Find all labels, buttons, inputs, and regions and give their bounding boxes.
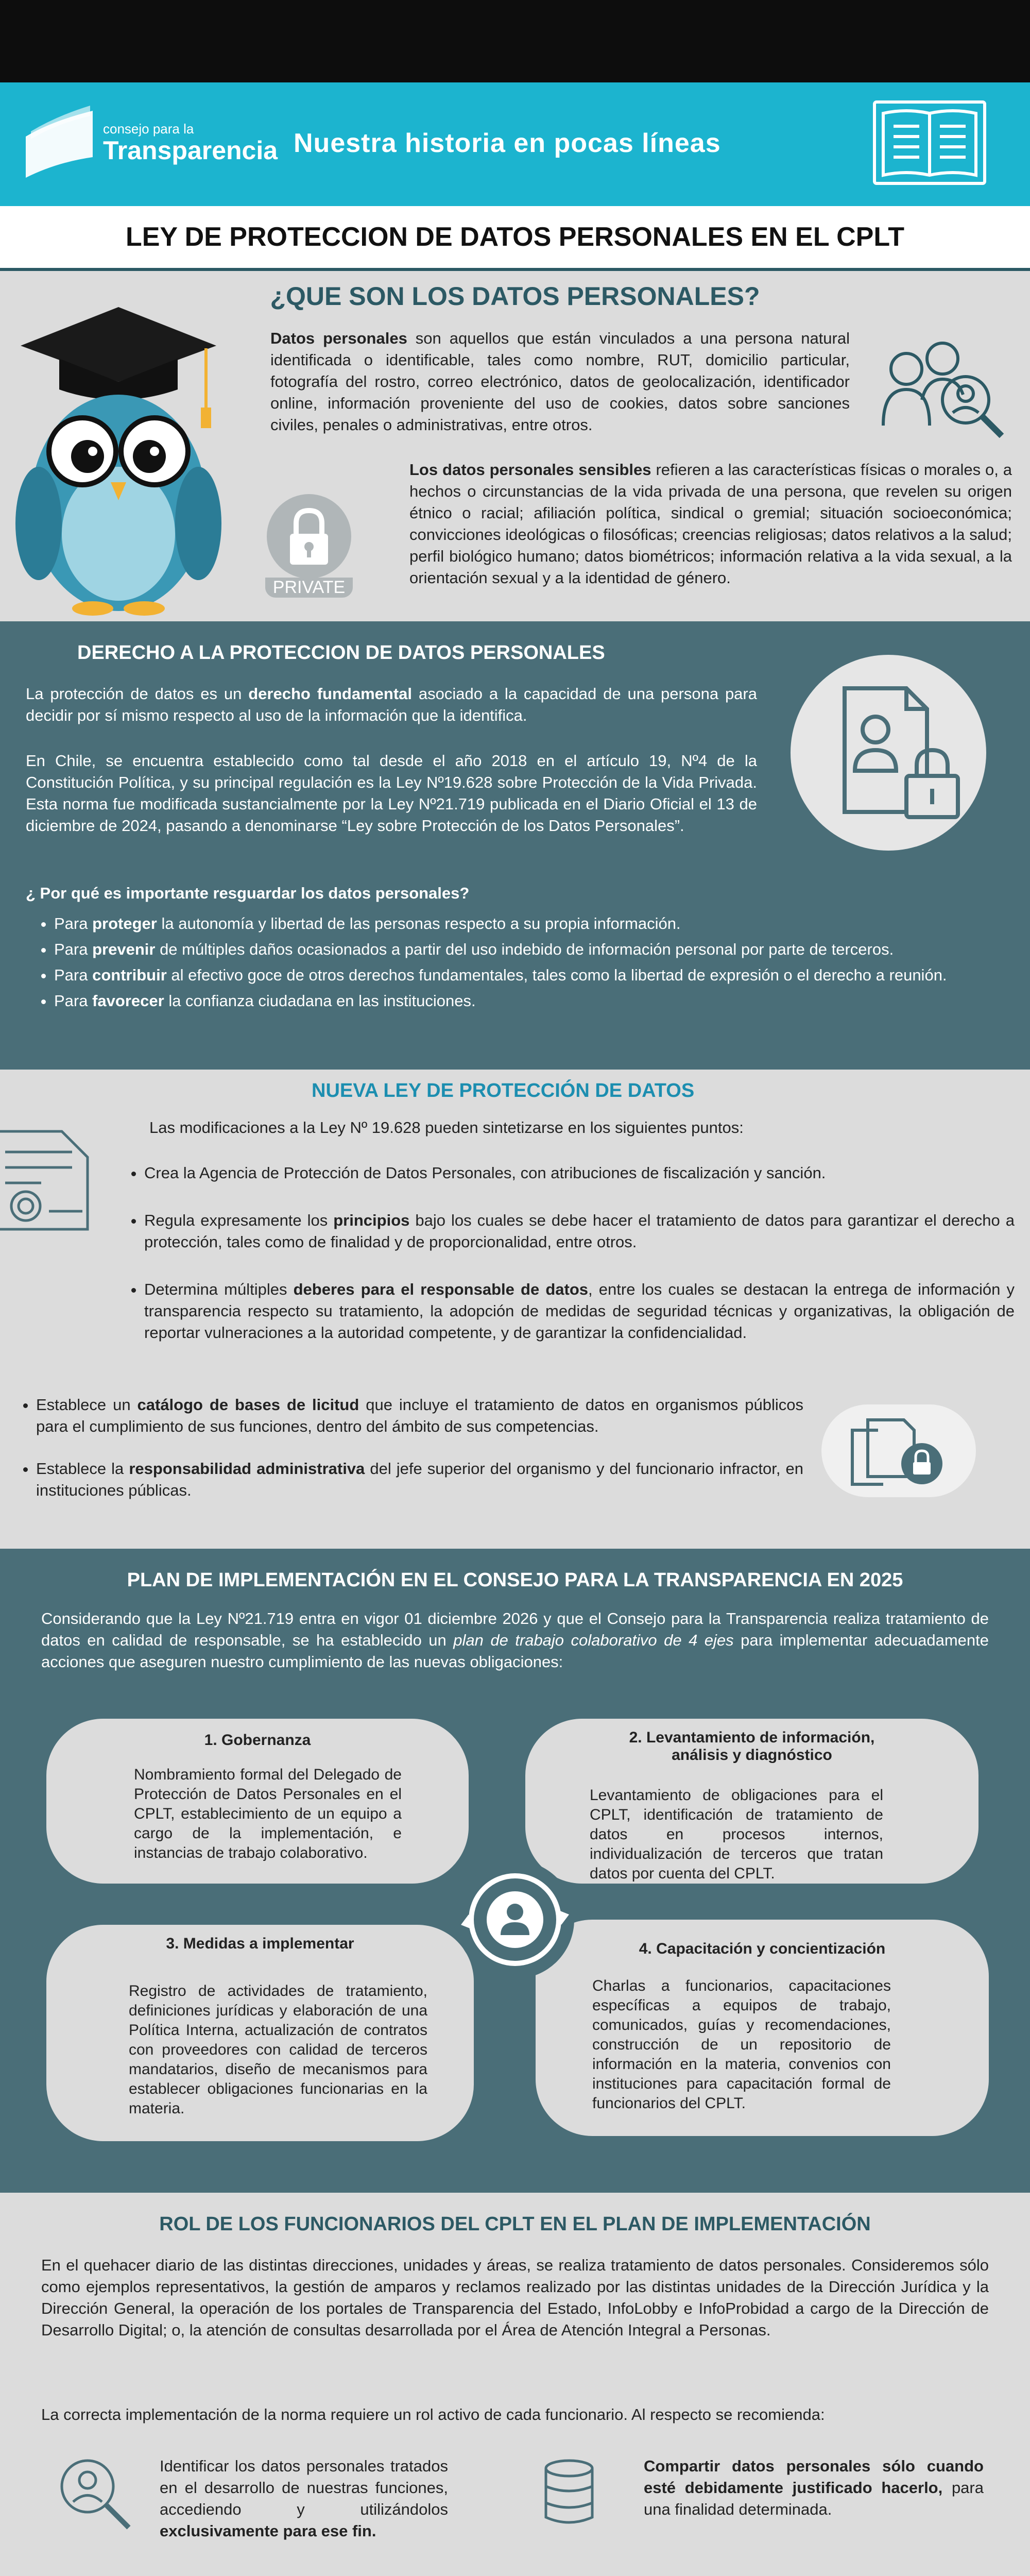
rol-p1: En el quehacer diario de las distintas direcciones, unidades y áreas, se realiza tratamiento de datos personales. Consideremos sólo como ejemplos representativos, la gestión de amparos y reclamos realizado por las distintas unidades de la Dirección Jurídica y la Dirección General, la operación de los portales de Transparencia del Estado, InfoLobby e InfoProbidad a cargo de la Dirección de Desarrollo Digital; o, la atención de consultas desarrollada por el Área de Atención Integral a Personas. bbox=[41, 2256, 989, 2339]
eje-4-title: 4. Capacitación y concientización bbox=[639, 1940, 886, 1957]
bullet-licitud: • Establece un catálogo de bases de licitud que incluye el tratamiento de datos en organismos públicos para el cumplimiento de sus funciones, dentro del ámbito de sus competencias. bbox=[36, 1394, 803, 1437]
rol-p2: La correcta implementación de la norma requiere un rol activo de cada funcionario. Al respecto se recomienda: bbox=[41, 2405, 825, 2424]
eje-medidas bbox=[46, 1925, 474, 2141]
nueva-ley-heading: NUEVA LEY DE PROTECCIÓN DE DATOS bbox=[312, 1080, 695, 1101]
person-search-icon bbox=[57, 2455, 134, 2533]
derecho-heading: DERECHO A LA PROTECCION DE DATOS PERSONALES bbox=[77, 642, 605, 664]
eje-gobernanza bbox=[46, 1719, 469, 1884]
bullet-deberes: • Determina múltiples deberes para el responsable de datos, entre los cuales se destacan la entrega de información y transparencia respecto su tratamiento, la adopción de medidas de seguridad técnicas y organizativas, la obligación de reportar vulneraciones a la autoridad competente, y de garantizar la confidencialidad. bbox=[144, 1279, 1015, 1344]
derecho-question: ¿ Por qué es importante resguardar los datos personales? bbox=[26, 884, 470, 902]
database-lock-icon bbox=[541, 2455, 603, 2533]
open-book-icon bbox=[870, 98, 989, 188]
prohibited-icon bbox=[538, 2574, 621, 2576]
owl-graduate-icon bbox=[10, 297, 227, 616]
eje-capacitacion bbox=[536, 1920, 989, 2136]
title-band bbox=[0, 206, 1030, 271]
bullet-agencia: • Crea la Agencia de Protección de Datos Personales, con atribuciones de fiscalización y sanción. bbox=[144, 1162, 1015, 1184]
section-que-son bbox=[0, 271, 1030, 621]
nueva-ley-bullets-a bbox=[124, 1142, 1015, 1344]
logo-big-text: Transparencia bbox=[103, 136, 278, 165]
top-band bbox=[0, 0, 1030, 82]
nueva-ley-intro: Las modificaciones a la Ley Nº 19.628 pueden sintetizarse en los siguientes puntos: bbox=[149, 1118, 744, 1137]
cplt-logo bbox=[21, 95, 278, 193]
plan-heading: PLAN DE IMPLEMENTACIÓN EN EL CONSEJO PARA LA TRANSPARENCIA EN 2025 bbox=[127, 1569, 903, 1591]
derecho-p1: La protección de datos es un derecho fundamental asociado a la capacidad de una persona para decidir por sí mismo respecto al uso de la información que la identifica. bbox=[26, 685, 757, 724]
derecho-p2: En Chile, se encuentra establecido como tal desde el año 2018 en el artículo 19, Nº4 de la Constitución Política, y su principal regulación es la Ley Nº19.628 sobre Protección de la Vida Privada. Esta norma fue modificada sustancialmente por la Ley Nº21.719 publicada en el Diario Oficial el 13 de diciembre de 2024, pasando a denominarse “Ley sobre Protección de los Datos Personales”. bbox=[26, 752, 757, 835]
que-son-p2: Los datos personales sensibles refieren a las características físicas o morales o, a hechos o circunstancias de la vida privada de una persona, que revelen su origen étnico o racial; afiliación política, sindical o gremial; situación socioeconómica; convicciones ideológicas o filosóficas; creencias religiosas; datos relativos a la salud; perfil biológico humano; datos biométricos; información relativa a la vida sexual, a la orientación sexual y a la identidad de género. bbox=[409, 461, 1012, 587]
logo-flag-icon bbox=[21, 100, 98, 188]
section-rol bbox=[0, 2193, 1030, 2576]
rol-heading: ROL DE LOS FUNCIONARIOS DEL CPLT EN EL PLAN DE IMPLEMENTACIÓN bbox=[159, 2213, 871, 2235]
eje-3-title: 3. Medidas a implementar bbox=[166, 1935, 354, 1952]
files-lock-icon bbox=[821, 1399, 976, 1502]
lock-icon bbox=[265, 493, 353, 580]
section-derecho bbox=[0, 621, 1030, 1070]
document-lock-icon bbox=[788, 652, 989, 853]
eje-4-text: Charlas a funcionarios, capacitaciones específicas a equipos de trabajo, comunicados, guías y recomendaciones, construcción de un repositorio de información en la materia, convenios con instituciones para capacitación formal de funcionarios del CPLT. bbox=[592, 1977, 891, 2112]
eje-3-text: Registro de actividades de tratamiento, definiciones jurídicas y elaboración de una Política Interna, actualización de contratos con proveedores con calidad de terceros mandatarios, diseño de mecanismos para establecer obligaciones funcionarias en la materia. bbox=[129, 1982, 427, 2117]
eje-levantamiento bbox=[525, 1719, 978, 1884]
plan-intro: Considerando que la Ley Nº21.719 entra en vigor 01 diciembre 2026 y que el Consejo para la Transparencia realiza tratamiento de datos en calidad de responsable, se ha establecido un plan de trabajo colaborativo de 4 ejes para implementar adecuadamente acciones que aseguren nuestro cumplimiento de las nuevas obligaciones: bbox=[41, 1609, 989, 1671]
que-son-p1: Datos personales son aquellos que están vinculados a una persona natural identificada o identificable, tales como nombre, RUT, domicilio particular, fotografía del rostro, correo electrónico, datos de geolocalización, identificador online, información proveniente del uso de cookies, datos sobre sanciones civiles, penales o administrativas, entre otros. bbox=[270, 329, 850, 434]
bullet-prevenir: • Para prevenir de múltiples daños ocasionados a partir del uso indebido de información personal por parte de terceros. bbox=[54, 939, 1022, 960]
rol-compartir: Compartir datos personales sólo cuando esté debidamente justificado hacerlo, para una finalidad determinada. bbox=[644, 2457, 984, 2518]
eje-1-text: Nombramiento formal del Delegado de Protección de Datos Personales en el CPLT, establecimiento de un equipo a cargo de la implementación, e instancias de trabajo colaborativo. bbox=[134, 1766, 402, 1861]
section-nueva-ley bbox=[0, 1070, 1030, 1549]
logo-small-text: consejo para la bbox=[103, 121, 194, 137]
bullet-favorecer: • Para favorecer la confianza ciudadana en las instituciones. bbox=[54, 990, 1022, 1012]
private-lock-badge bbox=[265, 493, 353, 601]
eje-1-title: 1. Gobernanza bbox=[204, 1732, 311, 1749]
private-label: PRIVATE bbox=[265, 578, 353, 598]
gear-team-icon bbox=[453, 1858, 577, 1981]
derecho-bullets bbox=[28, 913, 1022, 1016]
header-tagline: Nuestra historia en pocas líneas bbox=[294, 128, 721, 158]
eje-2-text: Levantamiento de obligaciones para el CPLT, identificación de tratamiento de datos en procesos internos, individualización de terceros que tratan datos por cuenta del CPLT. bbox=[590, 1787, 883, 1882]
nueva-ley-bullets-b bbox=[15, 1394, 803, 1501]
bullet-proteger: • Para proteger la autonomía y libertad de las personas respecto a su propia información. bbox=[54, 913, 1022, 935]
page-title: LEY DE PROTECCION DE DATOS PERSONALES EN EL CPLT bbox=[125, 222, 905, 252]
legal-document-icon bbox=[0, 1116, 98, 1234]
rol-identificar: Identificar los datos personales tratados en el desarrollo de nuestras funciones, accediendo y utilizándolos exclusivamente para ese fin. bbox=[160, 2457, 448, 2540]
header-banner bbox=[0, 82, 1030, 206]
bullet-responsabilidad: • Establece la responsabilidad administrativa del jefe superior del organismo y del funcionario infractor, en instituciones públicas. bbox=[36, 1458, 803, 1501]
section-plan bbox=[0, 1549, 1030, 2193]
bullet-contribuir: • Para contribuir al efectivo goce de otros derechos fundamentales, tales como la libertad de expresión o el derecho a reunión. bbox=[54, 964, 1022, 986]
eje-2-title: 2. Levantamiento de información, análisis y diagnóstico bbox=[629, 1729, 875, 1764]
que-son-heading: ¿QUE SON LOS DATOS PERSONALES? bbox=[270, 282, 760, 311]
bullet-principios: • Regula expresamente los principios bajo los cuales se debe hacer el tratamiento de datos para garantizar el derecho a protección, tales como de finalidad y de proporcionalidad, entre otros. bbox=[144, 1210, 1015, 1253]
people-search-icon bbox=[876, 328, 1009, 441]
